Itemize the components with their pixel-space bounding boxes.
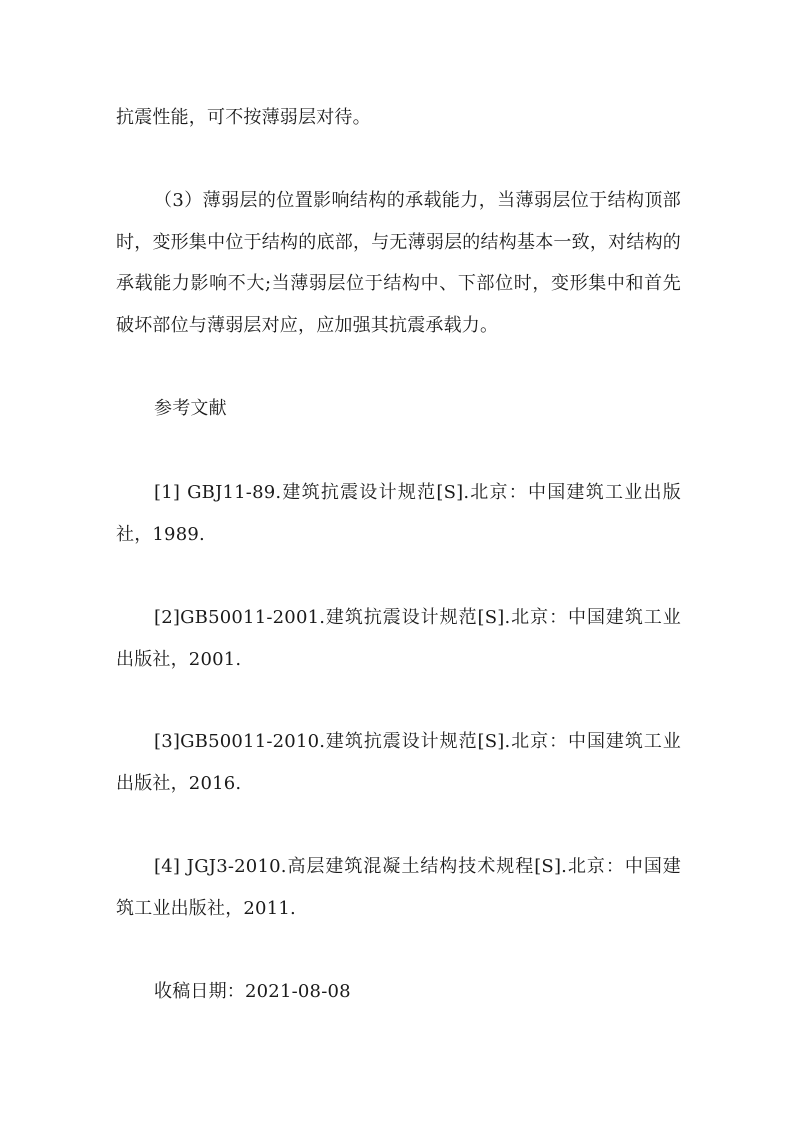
continuation-paragraph: 抗震性能，可不按薄弱层对待。 [116,107,371,128]
reference-item-2: [2]GB50011-2001.建筑抗震设计规范[S].北京：中国建筑工业出版社，2001. [116,607,681,670]
received-date: 收稿日期：2021-08-08 [154,981,351,1002]
reference-item-4: [4] JGJ3-2010.高层建筑混凝土结构技术规程[S].北京：中国建筑工业出版社，2011. [116,856,681,919]
point-3-paragraph: （3）薄弱层的位置影响结构的承载能力，当薄弱层位于结构顶部时，变形集中位于结构的底部，与无薄弱层的结构基本一致，对结构的承载能力影响不大;当薄弱层位于结构中、下部位时，变形集中和首先破坏部位与薄弱层对应，应加强其抗震承载力。 [116,190,681,336]
references-heading: 参考文献 [154,398,227,419]
reference-item-3: [3]GB50011-2010.建筑抗震设计规范[S].北京：中国建筑工业出版社，2016. [116,731,681,794]
reference-item-1: [1] GBJ11-89.建筑抗震设计规范[S].北京：中国建筑工业出版社，1989. [116,482,681,545]
